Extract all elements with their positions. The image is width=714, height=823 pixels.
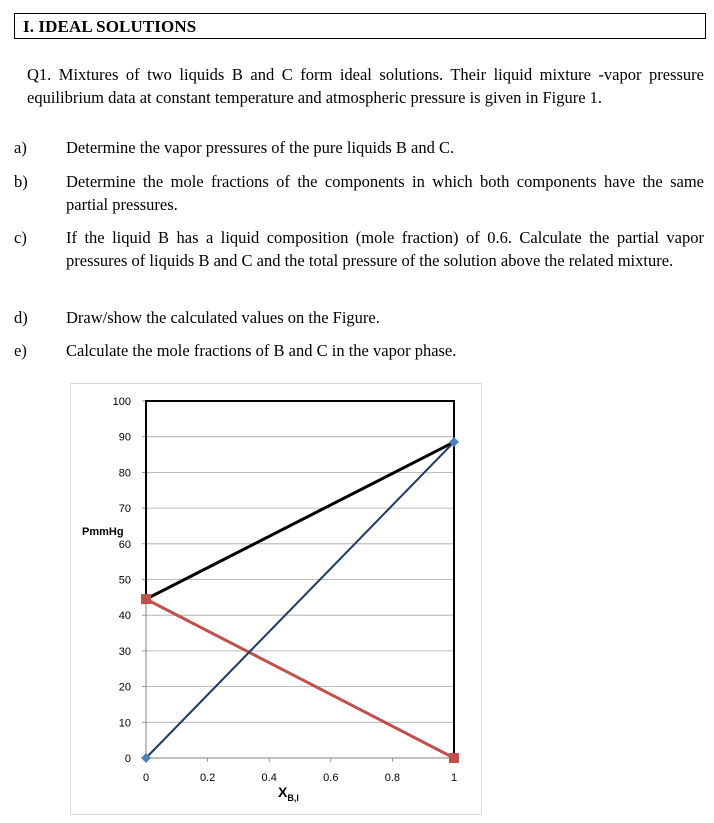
item-text: If the liquid B has a liquid composition (mole fraction) of 0.6. Calculate the partial vapor pressures of liquids B and C and the total pressure of the solution above the related mixture.: [66, 228, 704, 270]
y-tick-label: 60: [118, 538, 131, 551]
item-text: Determine the mole fractions of the components in which both components have the same partial pressures.: [66, 172, 704, 214]
x-tick-label: 0.6: [323, 772, 339, 784]
x-axis-label-sub: B,l: [287, 793, 299, 803]
y-tick-label: 20: [118, 681, 131, 694]
question-text: Q1. Mixtures of two liquids B and C form ideal solutions. Their liquid mixture -vapor pressure equilibrium data at constant temperature and atmospheric pressure is given in Figure 1.: [27, 65, 704, 107]
item-label: c): [14, 228, 27, 247]
y-axis-label: PmmHg: [82, 526, 124, 538]
y-tick-label: 50: [118, 574, 131, 587]
section-header-box: [14, 13, 706, 39]
vapor-pressure-chart: [70, 383, 482, 815]
y-tick-label: 100: [112, 396, 131, 408]
x-tick-label: 0: [142, 772, 150, 784]
x-tick-label: 0.8: [384, 772, 401, 784]
y-tick-label: 0: [124, 753, 131, 765]
section-title: I. IDEAL SOLUTIONS: [23, 17, 197, 36]
y-tick-label: 90: [118, 431, 131, 444]
x-tick-label: 1: [450, 772, 458, 784]
square-marker: [449, 753, 459, 763]
chart-frame: [71, 384, 482, 815]
item-text: Draw/show the calculated values on the Figure.: [66, 308, 380, 327]
y-tick-label: 70: [118, 503, 131, 516]
square-marker: [141, 594, 151, 604]
item-text: Determine the vapor pressures of the pure liquids B and C.: [66, 138, 455, 157]
y-tick-label: 40: [118, 610, 131, 623]
x-tick-label: 0.2: [199, 772, 216, 784]
item-text: Calculate the mole fractions of B and C in the vapor phase.: [66, 341, 457, 360]
y-tick-label: 30: [118, 645, 131, 658]
item-label: a): [14, 138, 27, 157]
x-axis-label-main: X: [278, 784, 288, 800]
item-label: b): [14, 172, 28, 191]
item-label: d): [14, 308, 28, 327]
x-tick-label: 0.4: [261, 772, 277, 784]
y-tick-label: 10: [118, 717, 131, 730]
y-tick-label: 80: [118, 467, 131, 480]
item-label: e): [14, 341, 27, 360]
